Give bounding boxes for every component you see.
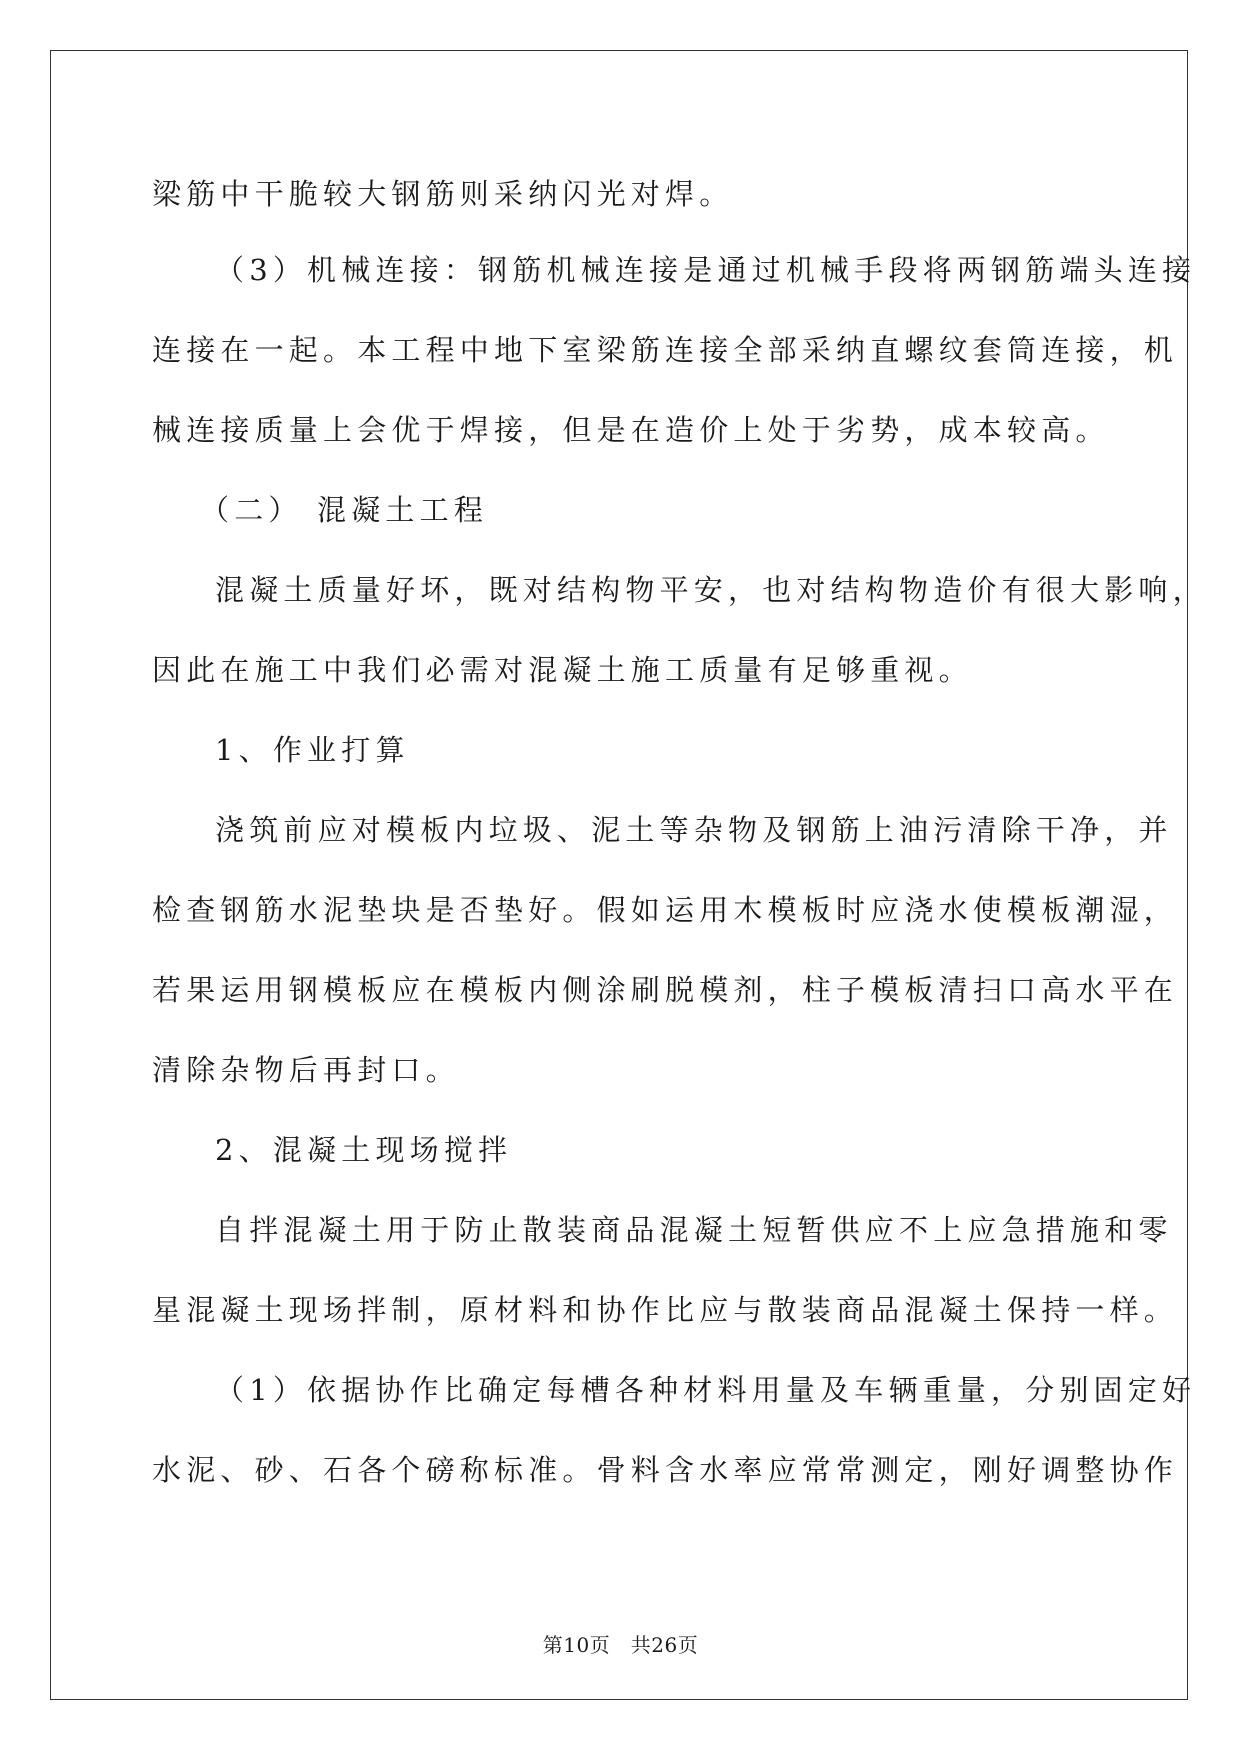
text-line: 清除杂物后再封口。 — [152, 1053, 460, 1087]
text-line: 星混凝土现场拌制，原材料和协作比应与散装商品混凝土保持一样。 — [152, 1293, 1179, 1327]
text-line: （1）依据协作比确定每槽各种材料用量及车辆重量，分别固定好 — [215, 1373, 1197, 1407]
text-line: （3）机械连接：钢筋机械连接是通过机械手段将两钢筋端头连接 — [215, 253, 1197, 287]
subsection-heading: 1、作业打算 — [215, 733, 410, 767]
text-line: 混凝土质量好坏，既对结构物平安，也对结构物造价有很大影响， — [215, 573, 1207, 607]
subsection-heading: 2、混凝土现场搅拌 — [215, 1133, 513, 1167]
page-number-footer: 第10页 共26页 — [542, 1633, 699, 1657]
text-line: 若果运用钢模板应在模板内侧涂刷脱模剂，柱子模板清扫口高水平在 — [152, 973, 1179, 1007]
text-line: 水泥、砂、石各个磅称标准。骨料含水率应常常测定，刚好调整协作 — [152, 1453, 1179, 1487]
text-line: 浇筑前应对模板内垃圾、泥土等杂物及钢筋上油污清除干净，并 — [215, 813, 1173, 847]
text-line: 梁筋中干脆较大钢筋则采纳闪光对焊。 — [152, 177, 734, 211]
text-line: 检查钢筋水泥垫块是否垫好。假如运用木模板时应浇水使模板潮湿， — [152, 893, 1179, 927]
section-heading: （二） 混凝土工程 — [200, 493, 489, 527]
text-line: 自拌混凝土用于防止散装商品混凝土短暂供应不上应急措施和零 — [215, 1213, 1173, 1247]
text-line: 械连接质量上会优于焊接，但是在造价上处于劣势，成本较高。 — [152, 413, 1110, 447]
text-line: 连接在一起。本工程中地下室梁筋连接全部采纳直螺纹套筒连接，机 — [152, 333, 1179, 367]
text-line: 因此在施工中我们必需对混凝土施工质量有足够重视。 — [152, 653, 973, 687]
